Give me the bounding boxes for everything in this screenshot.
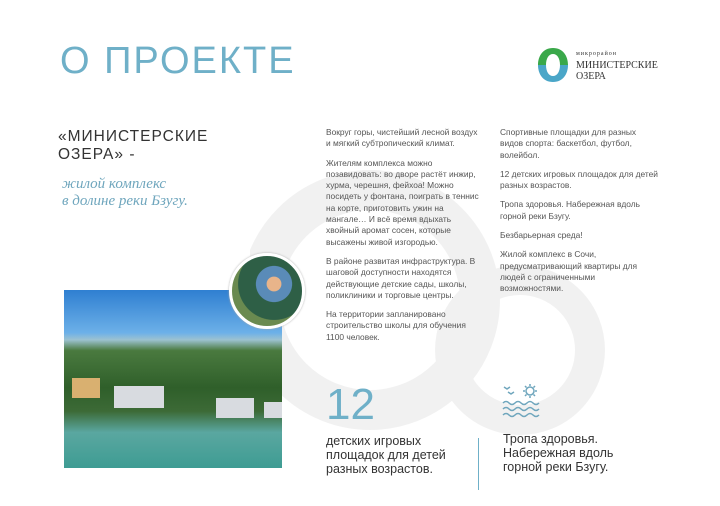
intro-subtitle xyxy=(62,176,188,210)
paragraph: Жилой комплекс в Сочи, предусматривающий квартиры для людей с ограниченными возможностями. xyxy=(500,249,638,294)
feature-text xyxy=(503,432,613,474)
text-column-2 xyxy=(500,127,660,303)
stat-text xyxy=(326,434,446,476)
logo-o-icon xyxy=(536,46,570,84)
paragraph: Вокруг горы, чистейший лесной воздух и мягкий субтропический климат. xyxy=(326,127,478,149)
paragraph: 12 детских игровых площадок для детей разных возрастов. xyxy=(500,168,658,191)
feature-line: Тропа здоровья. xyxy=(503,432,599,446)
stat-line: разных возрастов. xyxy=(326,462,433,476)
divider xyxy=(478,438,479,490)
stat-line: детских игровых xyxy=(326,434,422,448)
paragraph: В районе развитая инфраструктура. В шаговой доступности находятся действующие детские сады, школы, поликлиники и торговые центры. xyxy=(326,255,476,300)
text-column-1 xyxy=(326,127,481,351)
sun-waves-icon xyxy=(502,383,542,419)
heading-line: ОЗЕРА» - xyxy=(58,146,136,163)
logo-line2: ОЗЕРА xyxy=(576,70,606,82)
paragraph: Тропа здоровья. Набережная вдоль горной реки Бзугу. xyxy=(500,199,640,221)
stat-number: 12 xyxy=(326,380,375,429)
paragraph: Жителям комплекса можно позавидовать: во дворе растёт инжир, хурма, черешня, фейхоа! Можно посидеть у фонтана, поиграть в теннис на корте, приготовить ужин на мангале… И всё время вдыхать хвойный аромат сосен, которые высажены живой изгородью. xyxy=(326,157,479,247)
page-title: О ПРОЕКТЕ xyxy=(60,40,296,82)
stat-line: площадок для детей xyxy=(326,448,446,462)
paragraph: Безбарьерная среда! xyxy=(500,230,583,241)
family-photo xyxy=(229,253,305,329)
paragraph: На территории запланировано строительство школы для обучения 1100 человек. xyxy=(326,309,466,342)
subtitle-line: в долине реки Бзугу. xyxy=(62,193,188,209)
logo-line1: МИНИСТЕРСКИЕ xyxy=(576,59,658,71)
subtitle-line: жилой комплекс xyxy=(62,176,167,192)
paragraph: Спортивные площадки для разных видов спорта: баскетбол, футбол, волейбол. xyxy=(500,127,637,160)
feature-line: Набережная вдоль xyxy=(503,446,614,460)
logo-small: микрорайон xyxy=(576,50,618,57)
logo xyxy=(536,46,658,84)
feature-line: горной реки Бзугу. xyxy=(503,460,609,474)
intro-heading xyxy=(58,128,208,164)
heading-line: «МИНИСТЕРСКИЕ xyxy=(58,128,209,145)
